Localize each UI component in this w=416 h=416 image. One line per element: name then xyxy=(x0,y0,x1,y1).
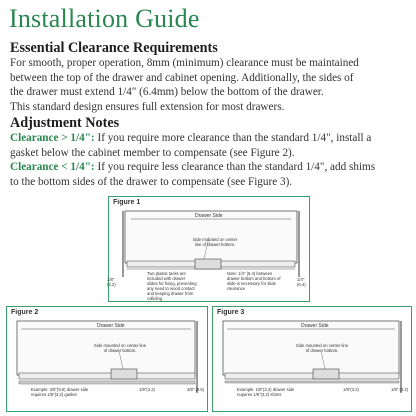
clearance-less-text: to the bottom sides of the drawer to compensate (see Figure 3). xyxy=(10,175,293,188)
right-dimension: 3/8" (9.5) xyxy=(187,387,205,392)
section-heading-clearance: Essential Clearance Requirements xyxy=(10,40,218,56)
side-mount-note: Side mounted on center line of drawer bottom. xyxy=(93,343,147,353)
slide-clip xyxy=(313,369,339,379)
side-mount-note: Side mounted on center line of drawer bottom. xyxy=(192,237,238,247)
clearance-more-text: If you require more clearance than the standard 1/4", install a xyxy=(94,132,372,144)
side-mount-note: Side mounted on center line of drawer bottom. xyxy=(295,343,349,353)
figure-2 xyxy=(6,306,208,412)
adjustment-paragraph xyxy=(10,131,408,189)
clearance-note: Note: 1/4" (6.4) between drawer bottom and bottom of slide is necessary for slide clearance xyxy=(227,271,281,291)
clearance-line: For smooth, proper operation, 8mm (minimum) clearance must be maintained xyxy=(10,57,359,69)
figure-1-label: Figure 1 xyxy=(113,199,141,206)
example-note: Example: 1/8"(3.2) drawer side requires 1/8"(3.2) shims xyxy=(237,387,295,397)
figure-2-label: Figure 2 xyxy=(11,309,39,316)
clearance-less-text: If you require less clearance than the standard 1/4", add shims xyxy=(94,161,376,174)
clearance-paragraph xyxy=(10,56,408,114)
slide-rail xyxy=(19,373,195,379)
right-dimension: 1/4" (6.4) xyxy=(297,277,306,287)
page-title: Installation Guide xyxy=(9,4,200,33)
example-note: Example: 3/8"(9.5) drawer side requires 1/8"(3.2) gasket xyxy=(31,387,89,397)
drawer-side-label: Drawer Side xyxy=(301,323,329,329)
clearance-line: This standard design ensures full extension for most drawers. xyxy=(10,100,285,113)
slide-clip xyxy=(111,369,137,379)
clearance-more-text: gasket below the cabinet member to compensate (see Figure 2). xyxy=(10,146,295,159)
shim xyxy=(225,381,399,383)
gasket xyxy=(19,381,195,384)
section-heading-adjustment: Adjustment Notes xyxy=(10,115,120,131)
gasket-dimension: 1/8"(3.2) xyxy=(139,387,155,392)
clearance-less-label: Clearance < 1/4": xyxy=(10,161,95,174)
figure-3-label: Figure 3 xyxy=(217,309,245,316)
drawer-side-label: Drawer Side xyxy=(97,323,125,329)
slide-clip xyxy=(195,259,221,269)
tack-note: Two plastic tacks are included with drawer slides for fixing, preventing any need to wood contact and keeping drawer from colliding. xyxy=(147,271,197,301)
clearance-line: the drawer must extend 1/4" (6.4mm) below the bottom of the drawer. xyxy=(10,86,324,99)
left-dimension: 1/8" (3.2) xyxy=(107,277,116,287)
clearance-line: between the top of the drawer and cabinet opening. Additionally, the sides of xyxy=(10,71,354,84)
figure-3 xyxy=(212,306,412,412)
slide-rail xyxy=(225,373,399,379)
right-dimension: 1/8" (3.2) xyxy=(391,387,409,392)
shim-dimension: 1/8"(3.2) xyxy=(343,387,359,392)
figure-1 xyxy=(108,196,310,302)
drawer-side-label: Drawer Side xyxy=(195,213,223,219)
clearance-more-label: Clearance > 1/4": xyxy=(10,132,95,144)
